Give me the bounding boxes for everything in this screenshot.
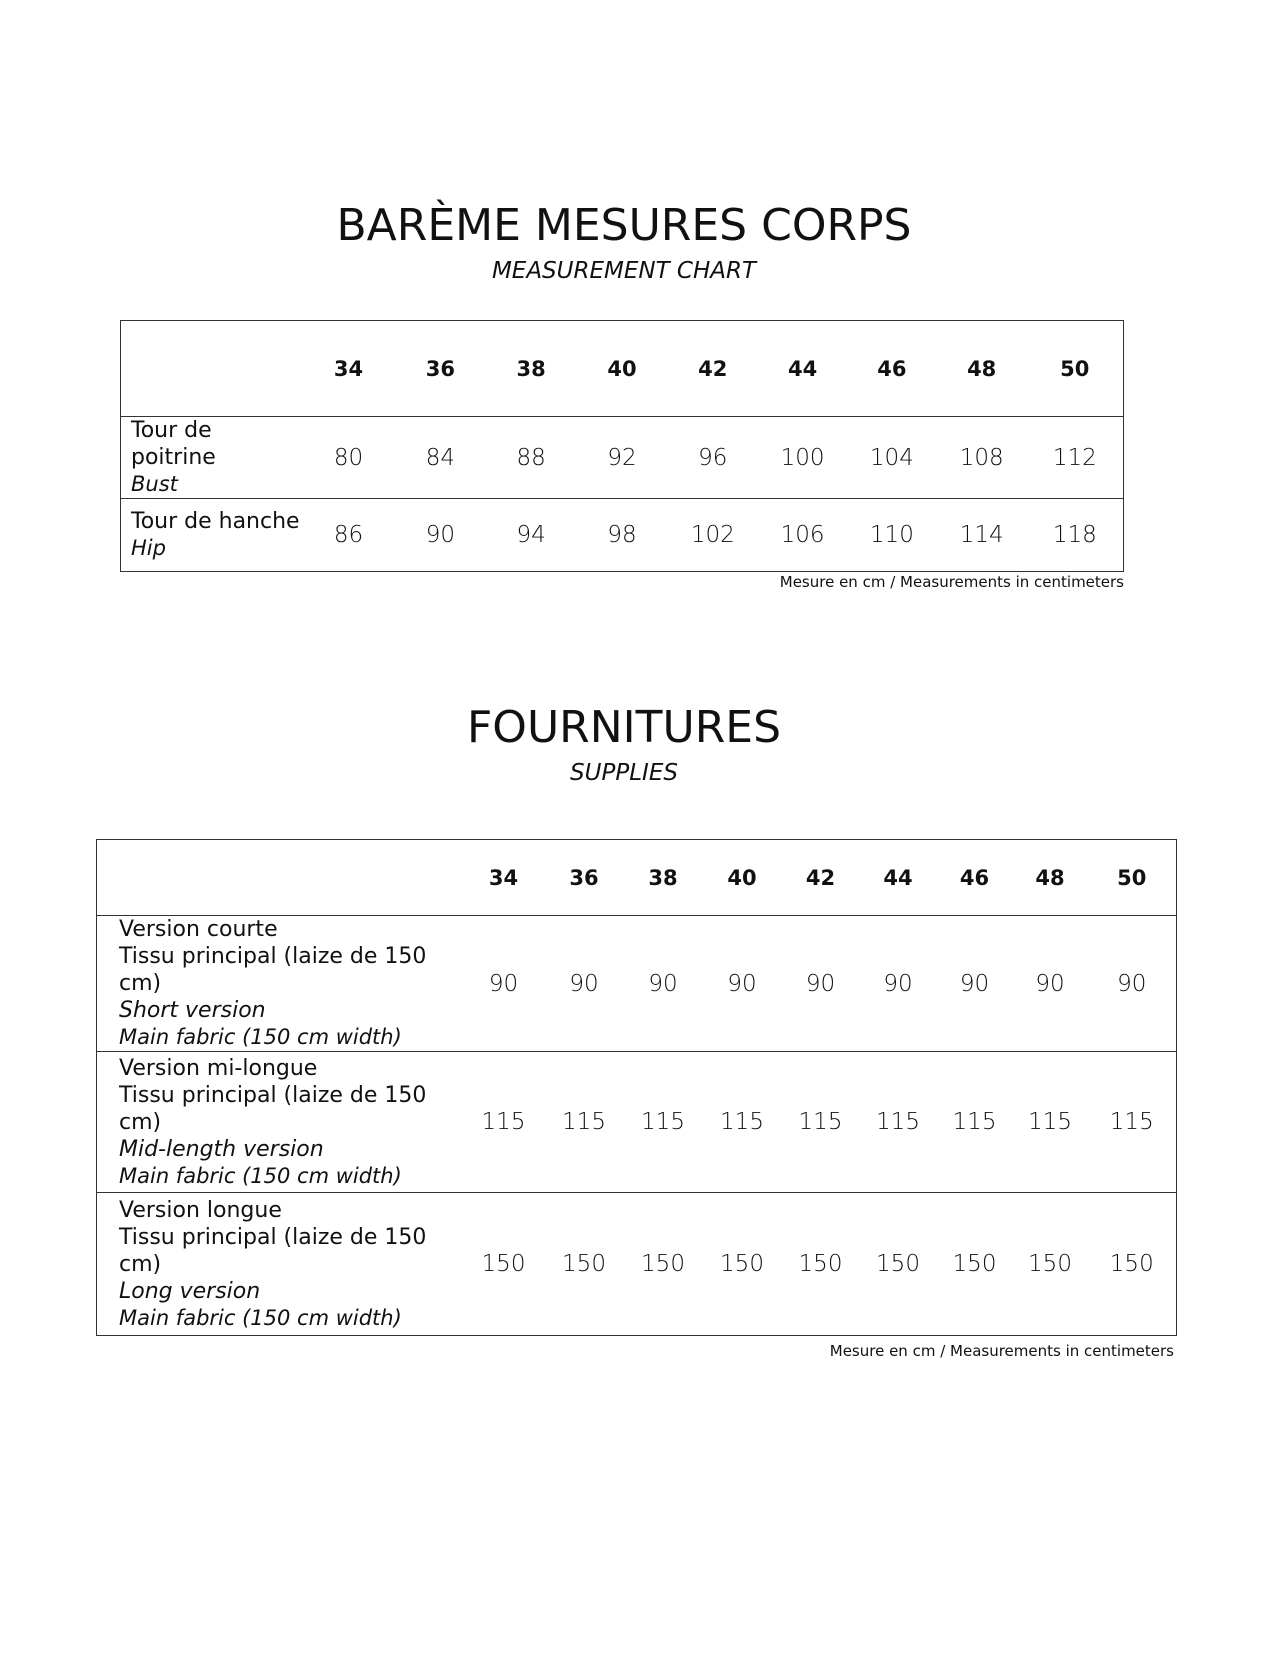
value-cell: 115	[545, 1052, 624, 1193]
value-cell: 150	[624, 1193, 703, 1336]
version-en: Mid-length version	[119, 1136, 324, 1162]
row-label	[121, 499, 303, 572]
size-header: 44	[860, 840, 937, 916]
value-cell: 94	[486, 499, 577, 572]
size-header: 48	[937, 321, 1027, 417]
value-cell: 90	[727, 970, 757, 997]
value-cell: 115	[782, 1052, 860, 1193]
version-fr: Version courte	[119, 917, 278, 942]
value-cell: 90	[1035, 970, 1065, 997]
fabric-fr: Tissu principal (laize de 150 cm)	[119, 1224, 427, 1277]
measurement-title: BARÈME MESURES CORPS	[336, 200, 912, 251]
value-cell: 150	[860, 1193, 937, 1336]
value-cell: 96	[698, 444, 728, 471]
value-cell: 90	[569, 970, 599, 997]
size-header: 46	[937, 840, 1013, 916]
value-cell: 110	[847, 499, 937, 572]
supplies-title: FOURNITURES	[467, 702, 781, 753]
corner-cell	[121, 321, 303, 417]
value-cell: 115	[463, 1052, 545, 1193]
value-cell: 104	[869, 444, 914, 471]
size-header: 42	[667, 321, 758, 417]
row-label	[97, 1052, 463, 1193]
size-header: 40	[577, 321, 668, 417]
measurement-units-note: Mesure en cm / Measurements in centimeters	[779, 573, 1124, 591]
label-en: Hip	[131, 536, 166, 560]
size-header: 50	[1027, 321, 1124, 417]
fabric-fr: Tissu principal (laize de 150 cm)	[119, 944, 427, 996]
version-en: Long version	[119, 1278, 261, 1304]
measurement-row-bust	[121, 417, 1124, 499]
version-fr: Version longue	[119, 1197, 282, 1223]
row-label	[121, 417, 303, 499]
fabric-en: Main fabric (150 cm width)	[119, 1163, 402, 1188]
value-cell: 90	[1117, 970, 1147, 997]
supplies-units-note: Mesure en cm / Measurements in centimeters	[829, 1342, 1174, 1360]
value-cell: 150	[937, 1193, 1013, 1336]
label-en: Bust	[131, 472, 178, 496]
supplies-table	[96, 839, 1177, 1336]
value-cell: 150	[463, 1193, 545, 1336]
value-cell: 150	[545, 1193, 624, 1336]
size-header: 38	[624, 840, 703, 916]
value-cell: 86	[302, 499, 395, 572]
supplies-row-short	[97, 916, 1177, 1052]
value-cell: 90	[395, 499, 486, 572]
size-header: 38	[486, 321, 577, 417]
size-header: 44	[758, 321, 847, 417]
fabric-en: Main fabric (150 cm width)	[119, 1025, 402, 1049]
supplies-header-row	[97, 840, 1177, 916]
value-cell: 150	[782, 1193, 860, 1336]
value-cell: 114	[937, 499, 1027, 572]
value-cell: 100	[780, 444, 825, 471]
supplies-subtitle: SUPPLIES	[570, 760, 678, 786]
value-cell: 118	[1027, 499, 1124, 572]
size-header: 34	[463, 840, 545, 916]
fabric-fr: Tissu principal (laize de 150 cm)	[119, 1082, 427, 1135]
value-cell: 90	[959, 970, 990, 997]
value-cell: 90	[648, 970, 678, 997]
value-cell: 150	[703, 1193, 782, 1336]
label-fr: Tour de hanche	[131, 509, 300, 534]
value-cell: 150	[1088, 1193, 1177, 1336]
value-cell: 115	[1013, 1052, 1088, 1193]
measurement-row-hip	[121, 499, 1124, 572]
measurement-header-row	[121, 321, 1124, 417]
version-fr: Version mi-longue	[119, 1055, 318, 1081]
value-cell: 90	[805, 970, 836, 997]
size-header: 36	[395, 321, 486, 417]
value-cell: 80	[333, 444, 364, 471]
measurement-subtitle: MEASUREMENT CHART	[491, 258, 757, 284]
value-cell: 115	[703, 1052, 782, 1193]
value-cell: 90	[883, 970, 913, 997]
row-label	[97, 916, 463, 1052]
size-header: 48	[1013, 840, 1088, 916]
value-cell: 84	[425, 444, 455, 471]
value-cell: 90	[488, 970, 519, 997]
version-en: Short version	[119, 998, 266, 1023]
value-cell: 115	[1088, 1052, 1177, 1193]
size-header: 34	[302, 321, 395, 417]
size-header: 42	[782, 840, 860, 916]
measurement-table	[120, 320, 1124, 572]
supplies-row-mid-length	[97, 1052, 1177, 1193]
value-cell: 106	[758, 499, 847, 572]
corner-cell	[97, 840, 463, 916]
value-cell: 92	[607, 444, 637, 471]
size-header: 46	[847, 321, 937, 417]
value-cell: 150	[1013, 1193, 1088, 1336]
value-cell: 115	[860, 1052, 937, 1193]
value-cell: 88	[516, 444, 546, 471]
size-header: 36	[545, 840, 624, 916]
value-cell: 115	[937, 1052, 1013, 1193]
value-cell: 115	[624, 1052, 703, 1193]
value-cell: 102	[667, 499, 758, 572]
row-label	[97, 1193, 463, 1336]
fabric-en: Main fabric (150 cm width)	[119, 1305, 402, 1330]
size-header: 50	[1088, 840, 1177, 916]
value-cell: 98	[577, 499, 668, 572]
value-cell: 108	[959, 444, 1004, 471]
value-cell: 112	[1052, 444, 1097, 471]
label-fr: Tour de poitrine	[131, 418, 216, 470]
size-header: 40	[703, 840, 782, 916]
supplies-row-long	[97, 1193, 1177, 1336]
